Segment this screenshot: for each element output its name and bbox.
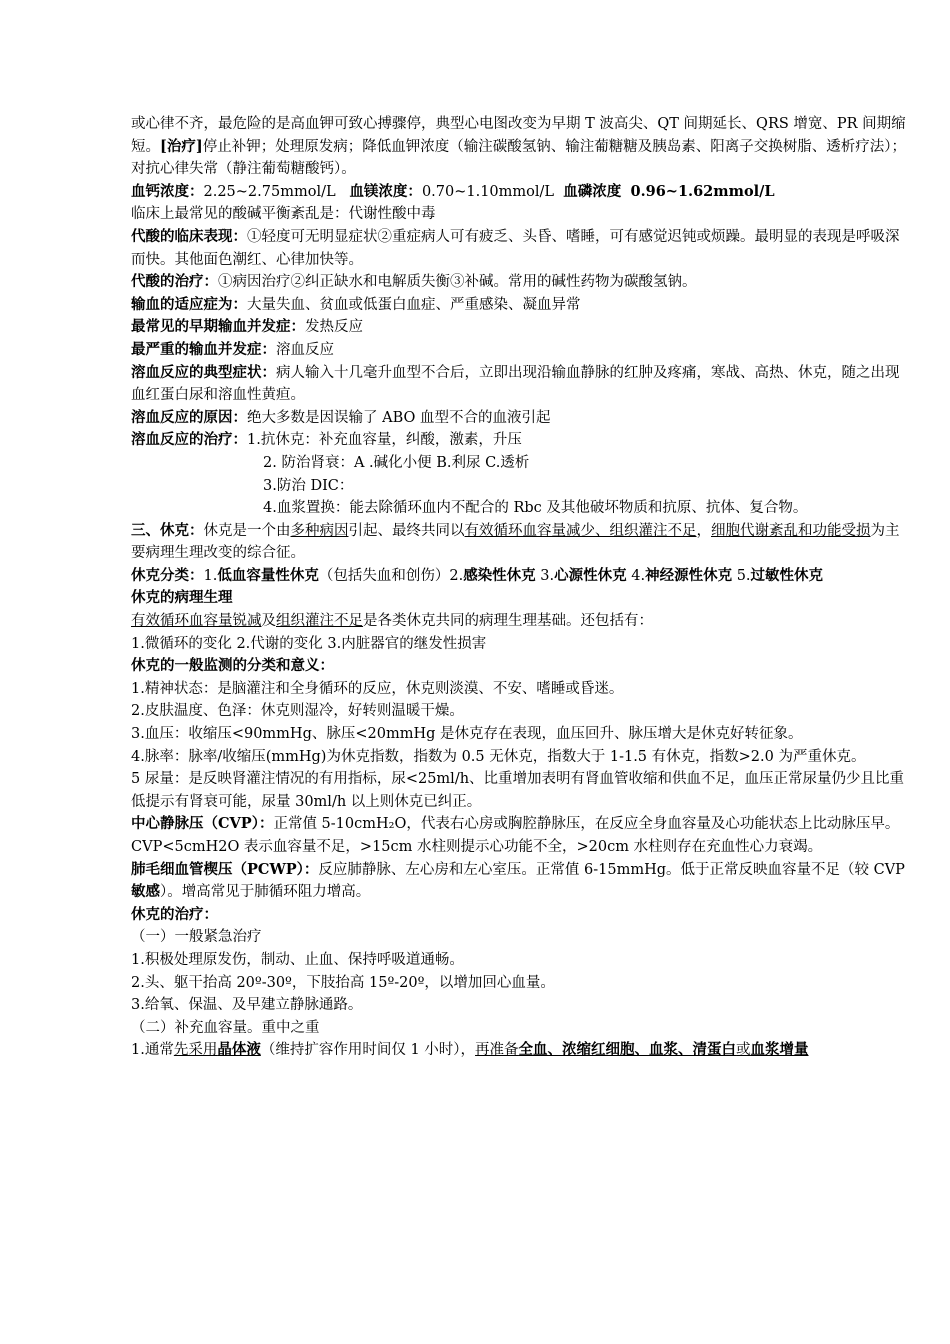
line-treatment-1: 1.积极处理原发伤，制动、止血、保持呼吸道通畅。 bbox=[131, 951, 464, 968]
text-early-complication: 发热反应 bbox=[305, 319, 363, 336]
text-acidosis-treatment: ①病因治疗②纠正缺水和电解质失衡③补碱。常用的碱性药物为碳酸氢钠。 bbox=[218, 274, 697, 291]
text-last-2: （维持扩容作用时间仅 1 小时）， bbox=[260, 1042, 476, 1059]
cls-num-5: 5. bbox=[732, 567, 751, 584]
cls-num-3: 3. bbox=[535, 567, 555, 584]
paragraph-hyperkalemia bbox=[131, 113, 911, 181]
cls-septic: 感染性休克 bbox=[463, 566, 536, 584]
value-calcium: 2.25~2.75mmol/L bbox=[203, 183, 336, 200]
line-hemolysis-treatment bbox=[131, 429, 911, 452]
text-patho-2: 是各类休克共同的病理生理基础。还包括有： bbox=[363, 613, 653, 630]
paragraph-cvp bbox=[131, 813, 911, 858]
label-early-complication: 最常见的早期输血并发症： bbox=[131, 318, 305, 336]
text-patho-u1: 有效循环血容量锐减 bbox=[131, 613, 262, 630]
text-shock-u3: 细胞代谢紊乱和功能受损 bbox=[711, 522, 871, 539]
value-phosphate: 0.96~1.62mmol/L bbox=[630, 182, 775, 200]
cls-num-2: （包括失血和创伤）2. bbox=[318, 567, 464, 584]
text-last-b1: 晶体液 bbox=[217, 1041, 261, 1059]
text-last-u2: 再准备 bbox=[475, 1042, 519, 1059]
label-shock: 三、休克： bbox=[131, 521, 204, 539]
text-cvp: 正常值 5-10cmH₂O，代表右心房或胸腔静脉压，在反应全身血容量及心功能状态上比动脉压早。CVP<5cmH2O 表示血容量不足，>15cm 水柱则提示心功能不全，>20cm 水柱则存在充血性心力衰竭。 bbox=[131, 816, 900, 855]
line-hemolysis-treatment-2: 2. 防治肾衰：A .碱化小便 B.利尿 C.透析 bbox=[263, 454, 530, 471]
line-monitoring-4: 4.脉率：脉率/收缩压(mmHg)为休克指数，指数为 0.5 无休克，指数大于 1-1.5 有休克，指数>2.0 为严重休克。 bbox=[131, 748, 866, 765]
text-shock-4: 为主要病理生理改变的综合征。 bbox=[131, 522, 900, 562]
line-monitoring-5: 5 尿量：是反映肾灌注情况的有用指标，尿<25ml/h、比重增加表明有肾血管收缩和供血不足，血压正常尿量仍少且比重低提示有肾衰可能，尿量 30ml/h 以上则休克已纠正。 bbox=[131, 771, 905, 810]
text-shock-3: ， bbox=[696, 522, 711, 539]
text-hemolysis-treatment-1: 1.抗休克：补充血容量，纠酸，激素，升压 bbox=[247, 432, 522, 449]
text-severe-complication: 溶血反应 bbox=[276, 341, 334, 358]
cls-num-4: 4. bbox=[626, 567, 646, 584]
line-monitoring-1: 1.精神状态：是脑灌注和全身循环的反应，休克则淡漠、不安、嗜睡或昏迷。 bbox=[131, 680, 624, 697]
label-shock-classification: 休克分类： bbox=[131, 566, 204, 584]
text-pcwp-1: 反应肺静脉、左心房和左心室压。正常值 6-15mmHg。低于正常反映血容量不足（较 CVP bbox=[318, 861, 905, 878]
text-last-u3: 或 bbox=[736, 1042, 751, 1059]
line-pathophysiology-list: 1.微循环的变化 2.代谢的变化 3.内脏器官的继发性损害 bbox=[131, 635, 487, 652]
text-treatment: 停止补钾；处理原发病；降低血钾浓度（输注碳酸氢钠、输注葡糖糖及胰岛素、阳离子交换树脂、透析疗法）；对抗心律失常（静注葡萄糖酸钙）。 bbox=[131, 138, 906, 178]
text-last-u1: 先采用 bbox=[173, 1042, 218, 1059]
cls-hypovolemic: 低血容量性休克 bbox=[217, 566, 319, 584]
text-hyperkalemia: 或心律不齐，最危险的是高血钾可致心搏骤停，典型心电图改变为早期 T 波高尖、QT 间期延长、QRS 增宽、PR 间期缩短。 bbox=[131, 116, 906, 155]
cls-anaphylactic: 过敏性休克 bbox=[750, 566, 824, 584]
line-severe-complication bbox=[131, 339, 911, 362]
text-shock-u1: 多种病因 bbox=[290, 522, 349, 539]
line-acid-base: 临床上最常见的酸碱平衡紊乱是：代谢性酸中毒 bbox=[131, 206, 436, 223]
text-patho-u2: 组织灌注不足 bbox=[276, 613, 363, 630]
line-monitoring-3: 3.血压：收缩压<90mmHg、脉压<20mmHg 是休克存在表现，血压回升、脉压增大是休克好转征象。 bbox=[131, 726, 803, 743]
paragraph-hemolysis-symptoms bbox=[131, 362, 911, 407]
paragraph-shock-definition bbox=[131, 520, 911, 565]
line-electrolytes bbox=[131, 181, 911, 204]
label-transfusion-indications: 输血的适应症为： bbox=[131, 295, 247, 313]
paragraph-acidosis-clinical bbox=[131, 226, 911, 271]
label-cvp: 中心静脉压（CVP）： bbox=[131, 815, 274, 833]
line-transfusion-indications bbox=[131, 294, 911, 317]
label-severe-complication: 最严重的输血并发症： bbox=[131, 340, 276, 358]
heading-pathophysiology: 休克的病理生理 bbox=[131, 589, 233, 607]
line-hemolysis-treatment-4: 4.血浆置换：能去除循环血内不配合的 Rbc 及其他破坏物质和抗原、抗体、复合物。 bbox=[263, 500, 808, 517]
label-hemolysis-cause: 溶血反应的原因： bbox=[131, 408, 247, 426]
line-treatment-2: 2.头、躯干抬高 20º-30º，下肢抬高 15º-20º，以增加回心血量。 bbox=[131, 974, 555, 991]
label-hemolysis-symptoms: 溶血反应的典型症状： bbox=[131, 363, 276, 381]
label-phosphate: 血磷浓度 bbox=[563, 182, 622, 200]
value-magnesium: 0.70~1.10mmol/L bbox=[421, 183, 555, 200]
cls-num-1: 1. bbox=[203, 567, 218, 584]
line-monitoring-2: 2.皮肤温度、色泽：休克则湿冷，好转则温暖干燥。 bbox=[131, 703, 464, 720]
text-pcwp-2: ）。增高常见于肺循环阻力增高。 bbox=[160, 884, 371, 901]
line-treatment-3: 3.给氧、保温、及早建立静脉通路。 bbox=[131, 997, 363, 1014]
label-treatment: [治疗] bbox=[160, 137, 203, 155]
line-hemolysis-treatment-3: 3.防治 DIC： bbox=[263, 477, 354, 494]
label-calcium: 血钙浓度： bbox=[131, 182, 204, 200]
line-treatment-section-1: （一）一般紧急治疗 bbox=[131, 929, 262, 946]
text-shock-1: 休克是一个由 bbox=[203, 522, 291, 539]
label-magnesium: 血镁浓度： bbox=[349, 182, 422, 200]
text-acidosis-clinical: ①轻度可无明显症状②重症病人可有疲乏、头昏、嗜睡，可有感觉迟钝或烦躁。最明显的表现是呼吸深而快。其他面色潮红、心律加快等。 bbox=[131, 228, 900, 268]
text-hemolysis-symptoms: 病人输入十几毫升血型不合后，立即出现沿输血静脉的红肿及疼痛，寒战、高热、休克，随之出现血红蛋白尿和溶血性黄疸。 bbox=[131, 364, 900, 404]
text-patho-1: 及 bbox=[261, 613, 276, 630]
text-pcwp-bold: 敏感 bbox=[131, 883, 160, 901]
cls-neurogenic: 神经源性休克 bbox=[645, 566, 733, 584]
text-transfusion-indications: 大量失血、贫血或低蛋白血症、严重感染、凝血异常 bbox=[247, 296, 581, 313]
label-acidosis-treatment: 代酸的治疗： bbox=[131, 273, 218, 291]
line-treatment-last bbox=[131, 1039, 911, 1062]
cls-cardiogenic: 心源性休克 bbox=[554, 566, 627, 584]
text-last-1: 1.通常 bbox=[131, 1042, 174, 1059]
heading-shock-treatment: 休克的治疗： bbox=[131, 905, 218, 923]
text-shock-u2: 有效循环血容量减少、组织灌注不足 bbox=[464, 522, 697, 539]
label-acidosis-clinical: 代酸的临床表现： bbox=[131, 227, 247, 245]
paragraph-pathophysiology bbox=[131, 610, 911, 633]
text-shock-2: 引起、最终共同以 bbox=[348, 522, 465, 539]
label-hemolysis-treatment: 溶血反应的治疗： bbox=[131, 431, 247, 449]
text-last-b3: 血浆增量 bbox=[750, 1041, 809, 1059]
document-page bbox=[131, 113, 911, 1062]
line-treatment-section-2: （二）补充血容量。重中之重 bbox=[131, 1019, 320, 1036]
text-last-b2: 全血、浓缩红细胞、血浆、清蛋白 bbox=[518, 1041, 737, 1059]
label-pcwp: 肺毛细血管楔压（PCWP）： bbox=[131, 860, 319, 878]
paragraph-pcwp bbox=[131, 859, 911, 904]
line-hemolysis-cause bbox=[131, 407, 911, 430]
paragraph-acidosis-treatment bbox=[131, 271, 911, 294]
text-hemolysis-cause: 绝大多数是因误输了 ABO 血型不合的血液引起 bbox=[247, 409, 551, 426]
line-early-complication bbox=[131, 316, 911, 339]
line-shock-classification bbox=[131, 565, 911, 588]
heading-monitoring: 休克的一般监测的分类和意义： bbox=[131, 657, 334, 675]
